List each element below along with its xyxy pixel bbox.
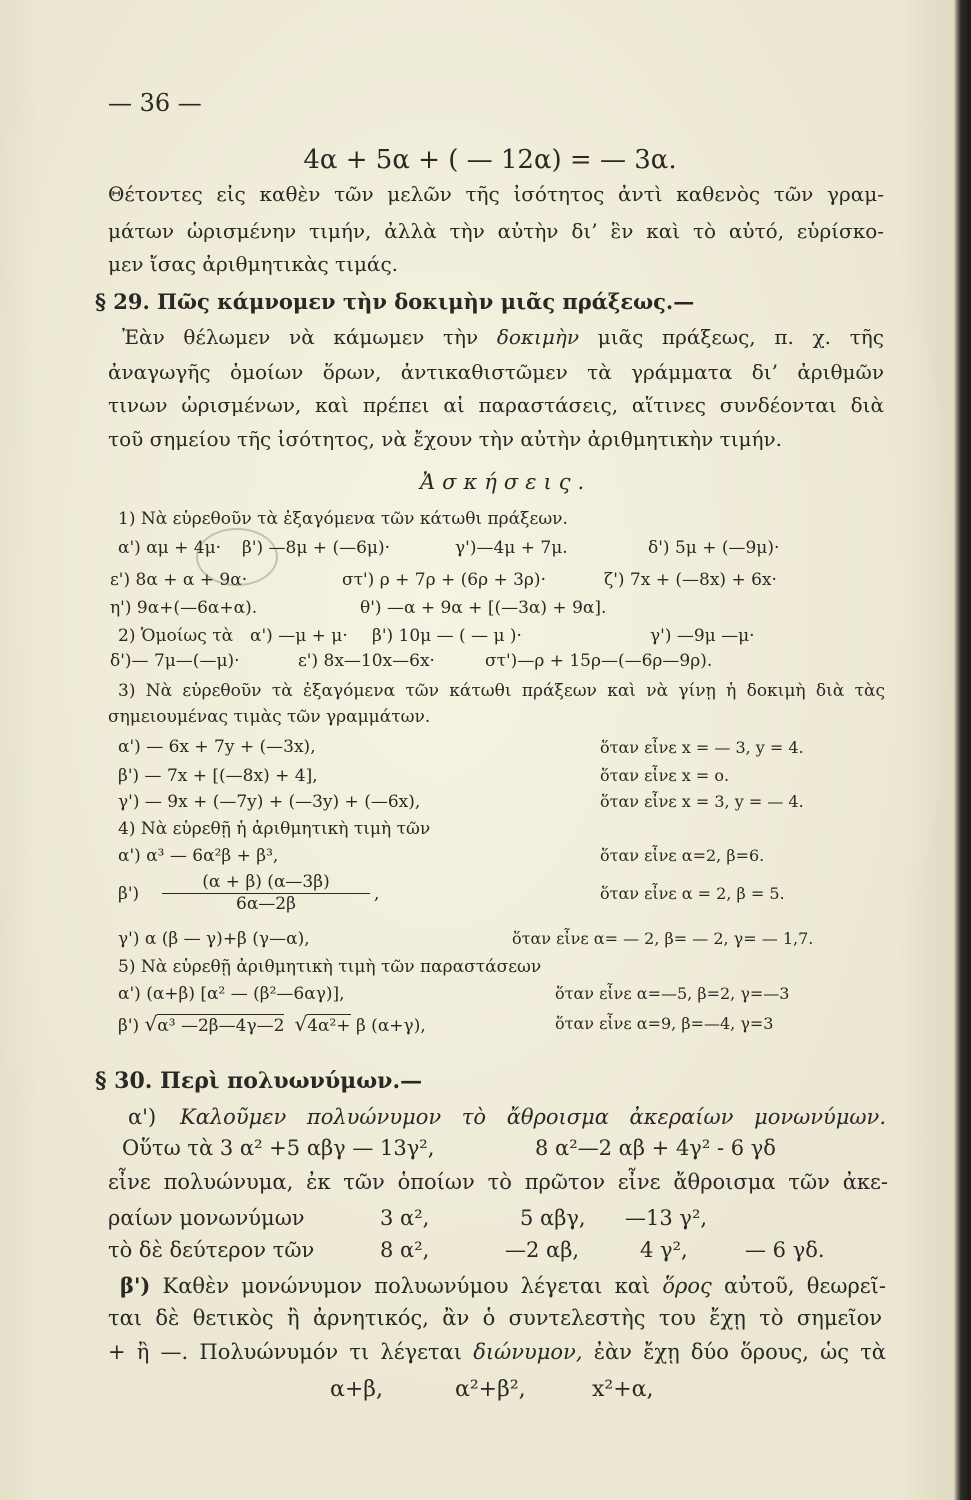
section-30-line: ραίων μονωνύμων <box>108 1206 305 1230</box>
exercise-condition: ὅταν εἶνε α = 2, β = 5. <box>600 884 785 903</box>
page-number: — 36 — <box>108 89 202 117</box>
monomial-term: — 6 γδ. <box>745 1238 825 1262</box>
binomial-example: x²+α, <box>592 1377 654 1402</box>
exercise-item: α') αμ + 4μ· <box>118 538 222 558</box>
exercise-item: α') —μ + μ· <box>250 626 348 646</box>
section-30-line: ται δὲ θετικὸς ἢ ἀρνητικός, ἂν ὁ συντελεστὴς του ἔχῃ τὸ σημεῖον <box>108 1306 882 1330</box>
italic-term: δοκιμὴν <box>496 325 580 349</box>
exercise-2-lead: 2) Ὁμοίως τὰ <box>118 626 234 646</box>
monomial-term: 5 αβγ, <box>520 1206 586 1230</box>
exercise-label: β') <box>118 1016 145 1036</box>
section-30-line <box>120 1273 886 1299</box>
paragraph-line: μεν ἴσας ἀριθμητικὰς τιμάς. <box>108 252 398 276</box>
text-run: β (α+γ), <box>350 1016 426 1036</box>
exercise-expression: α') α³ — 6α²β + β³, <box>118 846 279 866</box>
exercise-item: β') —8μ + (—6μ)· <box>242 538 390 558</box>
monomial-term: 8 α², <box>380 1238 430 1262</box>
exercise-item: στ')—ρ + 15ρ—(—6ρ—9ρ). <box>485 651 713 671</box>
exercise-3-text: σημειουμένας τιμὰς τῶν γραμμάτων. <box>108 707 431 727</box>
exercise-item: δ')— 7μ—(—μ)· <box>110 651 240 671</box>
section-29-line <box>122 325 884 350</box>
text-run: Καθὲν μονώνυμον πολυωνύμου λέγεται καὶ <box>150 1274 663 1298</box>
paragraph-line: μάτων ὡρισμένην τιμήν, ἀλλὰ τὴν αὐτὴν δι’ ἓν καὶ τὸ αὐτό, εὑρίσκο- <box>108 219 884 243</box>
exercise-condition: ὅταν εἶνε α=2, β=6. <box>600 846 765 865</box>
text-run: αὐτοῦ, θεωρεῖ- <box>711 1274 887 1298</box>
fraction <box>162 872 370 915</box>
exercise-expression: γ') — 9x + (—7y) + (—3y) + (—6x), <box>118 792 421 812</box>
polynomial-example: Οὕτω τὰ 3 α² +5 αβγ — 13γ², <box>122 1136 435 1160</box>
definition-text: Καλοῦμεν πολυώνυμον τὸ ἄθροισμα ἀκεραίων μονωνύμων. <box>180 1105 886 1129</box>
italic-term: διώνυμον, <box>473 1340 583 1364</box>
text-run: μιᾶς πράξεως, π. χ. τῆς <box>579 325 884 349</box>
exercise-expression: α') — 6x + 7y + (—3x), <box>118 737 316 757</box>
exercise-item: η') 9α+(—6α+α). <box>110 598 258 618</box>
section-30-line: εἶνε πολυώνυμα, ἐκ τῶν ὁποίων τὸ πρῶτον εἶνε ἄθροισμα τῶν ἀκε- <box>108 1170 888 1194</box>
exercise-item: γ')—4μ + 7μ. <box>455 538 568 558</box>
paragraph-line: Θέτοντες εἰς καθὲν τῶν μελῶν τῆς ἰσότητος ἀντὶ καθενὸς τῶν γραμ- <box>108 182 884 206</box>
section-30-line <box>108 1339 886 1365</box>
exercise-item: δ') 5μ + (—9μ)· <box>648 538 780 558</box>
section-29-line: τινων ὡρισμένων, καὶ πρέπει αἱ παραστάσεις, αἵτινες συνδέονται διὰ <box>108 393 884 417</box>
exercise-condition: ὅταν εἶνε x = — 3, y = 4. <box>600 738 804 757</box>
radical-sign: √ <box>144 1012 158 1036</box>
section-30-line: τὸ δὲ δεύτερον τῶν <box>108 1238 315 1262</box>
monomial-term: —13 γ², <box>625 1206 708 1230</box>
definition-label: β') <box>120 1273 151 1298</box>
exercise-item: ε') 8x—10x—6x· <box>298 651 435 671</box>
exercise-label: β') <box>118 884 140 904</box>
fraction-numerator: (α + β) (α—3β) <box>162 872 370 894</box>
text-run: + ἢ —. Πολυώνυμόν τι λέγεται <box>108 1340 474 1364</box>
text-run: Ἐὰν θέλωμεν νὰ κάμωμεν τὴν <box>122 325 497 349</box>
italic-term: ὅρος <box>662 1274 712 1298</box>
equation: 4α + 5α + ( — 12α) = — 3α. <box>303 145 677 175</box>
page-binding-edge <box>954 0 971 1500</box>
exercise-condition: ὅταν εἶνε x = 3, y = — 4. <box>600 792 804 811</box>
binomial-example: α²+β², <box>455 1377 526 1402</box>
exercise-4-text: 4) Νὰ εὑρεθῇ ἡ ἀριθμητικὴ τιμὴ τῶν <box>118 819 431 839</box>
radicand: 4α²+ <box>307 1016 351 1036</box>
monomial-term: 3 α², <box>380 1206 430 1230</box>
exercise-expression: γ') α (β — γ)+β (γ—α), <box>118 929 310 949</box>
section-30-heading: § 30. Περὶ πολυωνύμων.— <box>95 1068 423 1094</box>
punctuation: , <box>374 884 380 904</box>
radical-sign: √ <box>294 1012 308 1036</box>
exercise-item: θ') —α + 9α + [(—3α) + 9α]. <box>360 598 607 618</box>
monomial-term: 4 γ², <box>640 1238 688 1262</box>
exercise-condition: ὅταν εἶνε α=—5, β=2, γ=—3 <box>555 984 790 1003</box>
exercise-expression: α') (α+β) [α² — (β²—6αγ)], <box>118 984 345 1004</box>
exercise-condition: ὅταν εἶνε α= — 2, β= — 2, γ= — 1,7. <box>512 929 814 948</box>
monomial-term: —2 αβ, <box>505 1238 580 1262</box>
exercise-item: ζ') 7x + (—8x) + 6x· <box>604 570 777 590</box>
exercise-item: ε') 8α + α + 9α· <box>110 570 248 590</box>
exercise-5-text: 5) Νὰ εὑρεθῇ ἀριθμητικὴ τιμὴ τῶν παραστάσεων <box>118 957 542 977</box>
exercise-item: στ') ρ + 7ρ + (6ρ + 3ρ)· <box>342 570 546 590</box>
exercise-3-text: 3) Νὰ εὑρεθοῦν τὰ ἐξαγόμενα τῶν κάτωθι πράξεων καὶ νὰ γίνῃ ἡ δοκιμὴ διὰ τὰς <box>118 681 885 701</box>
section-29-heading: § 29. Πῶς κάμνομεν τὴν δοκιμὴν μιᾶς πράξεως.— <box>95 289 695 314</box>
exercise-condition: ὅταν εἶνε x = ο. <box>600 766 730 785</box>
definition-label: α') <box>128 1105 157 1129</box>
exercises-title: Ἀσκήσεις. <box>420 470 592 494</box>
exercise-1-text: 1) Νὰ εὑρεθοῦν τὰ ἐξαγόμενα τῶν κάτωθι πράξεων. <box>118 509 568 529</box>
section-29-line: ἀναγωγῆς ὁμοίων ὅρων, ἀντικαθιστῶμεν τὰ γράμματα δι’ ἀριθμῶν <box>108 360 884 384</box>
radicand: α³ —2β—4γ—2 <box>157 1016 285 1036</box>
exercise-condition: ὅταν εἶνε α=9, β=—4, γ=3 <box>555 1014 774 1033</box>
exercise-expression <box>118 1012 426 1037</box>
exercise-item: γ') —9μ —μ· <box>650 626 755 646</box>
polynomial-example: 8 α²—2 αβ + 4γ² - 6 γδ <box>535 1136 776 1160</box>
exercise-expression: β') — 7x + [(—8x) + 4], <box>118 766 318 786</box>
section-29-line: τοῦ σημείου τῆς ἰσότητος, νὰ ἔχουν τὴν αὐτὴν ἀριθμητικὴν τιμήν. <box>108 427 783 451</box>
fraction-denominator: 6α—2β <box>236 894 296 914</box>
text-run: ἐὰν ἔχῃ δύο ὅρους, ὡς τὰ <box>582 1340 886 1364</box>
exercise-item: β') 10μ — ( — μ )· <box>372 626 522 646</box>
binomial-example: α+β, <box>330 1377 384 1402</box>
